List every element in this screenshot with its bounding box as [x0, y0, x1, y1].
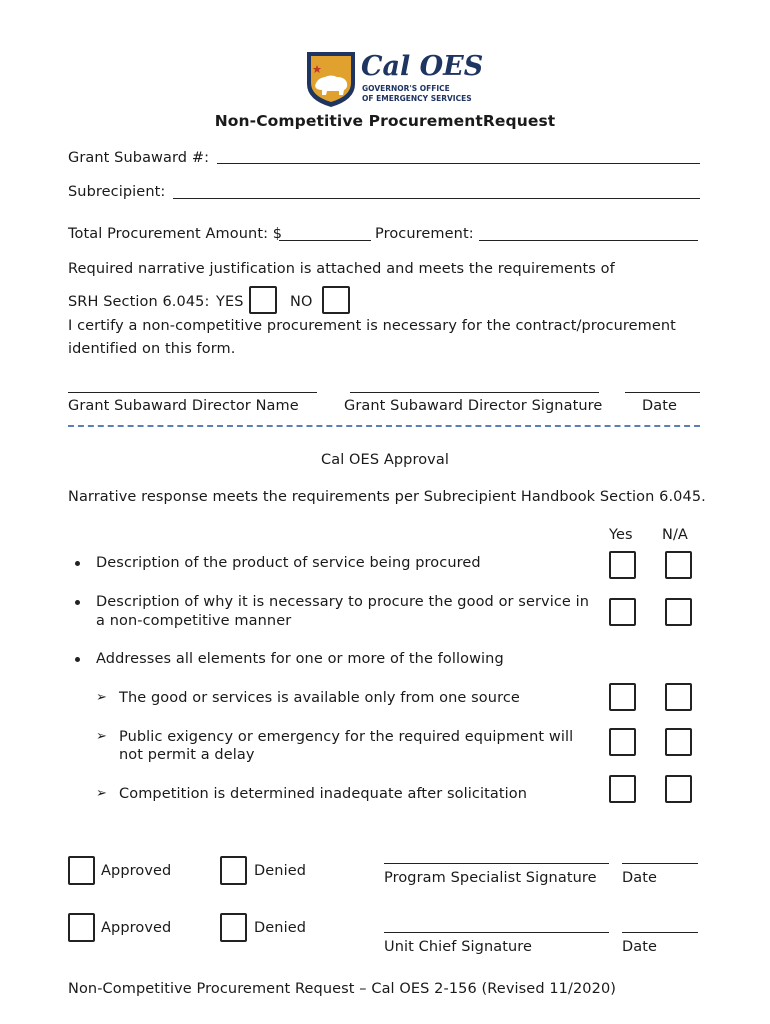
- criteria-item-why-line2: a non-competitive manner: [96, 613, 292, 629]
- subrecipient-input-line[interactable]: [173, 198, 700, 199]
- arrow-bullet-icon: ➢: [96, 729, 107, 744]
- criteria-item-elements: Addresses all elements for one or more of the following: [96, 651, 504, 667]
- cal-oes-logo: [305, 50, 484, 108]
- director-signature-label: Grant Subaward Director Signature: [344, 398, 603, 414]
- sub3-na-checkbox[interactable]: [665, 775, 692, 803]
- approval-intro: Narrative response meets the requirements per Subrecipient Handbook Section 6.045.: [68, 489, 706, 505]
- program-specialist-signature-label: Program Specialist Signature: [384, 870, 597, 886]
- form-footer: Non-Competitive Procurement Request – Cal OES 2-156 (Revised 11/2020): [68, 981, 617, 997]
- program-specialist-date-label: Date: [622, 870, 658, 886]
- srh-yes-label: YES: [216, 294, 244, 310]
- logo-subtitle-line1: GOVERNOR'S OFFICE: [362, 84, 450, 93]
- approved-label-1: Approved: [101, 863, 172, 879]
- srh-no-checkbox[interactable]: [322, 286, 350, 314]
- item2-yes-checkbox[interactable]: [609, 598, 636, 626]
- total-amount-input-line[interactable]: [279, 240, 371, 241]
- unit-chief-date-label: Date: [622, 939, 658, 955]
- unit-chief-signature-line[interactable]: [384, 932, 609, 933]
- procurement-input-line[interactable]: [479, 240, 698, 241]
- subcriteria-one-source: The good or services is available only from one source: [119, 690, 520, 706]
- item1-yes-checkbox[interactable]: [609, 551, 636, 579]
- bullet-icon: [75, 600, 80, 605]
- item1-na-checkbox[interactable]: [665, 551, 692, 579]
- subcriteria-exigency-line2: not permit a delay: [119, 747, 255, 763]
- program-specialist-date-line[interactable]: [622, 863, 698, 864]
- arrow-bullet-icon: ➢: [96, 690, 107, 705]
- srh-yes-checkbox[interactable]: [249, 286, 277, 314]
- approval-heading: Cal OES Approval: [321, 452, 449, 468]
- director-name-line[interactable]: [68, 392, 317, 393]
- subcriteria-exigency-line1: Public exigency or emergency for the required equipment will: [119, 729, 574, 745]
- page-title: Non-Competitive ProcurementRequest: [214, 112, 556, 130]
- logo-name: Cal OES: [361, 51, 484, 82]
- logo-subtitle-line2: OF EMERGENCY SERVICES: [362, 94, 472, 103]
- director-name-label: Grant Subaward Director Name: [68, 398, 299, 414]
- procurement-label: Procurement:: [375, 226, 474, 242]
- narrative-justification-text: Required narrative justification is attached and meets the requirements of: [68, 261, 615, 277]
- sub2-yes-checkbox[interactable]: [609, 728, 636, 756]
- srh-section-label: SRH Section 6.045:: [68, 294, 210, 310]
- section-divider: [68, 425, 700, 427]
- item2-na-checkbox[interactable]: [665, 598, 692, 626]
- certify-text-line1: I certify a non-competitive procurement is necessary for the contract/procurement: [68, 318, 676, 334]
- sub3-yes-checkbox[interactable]: [609, 775, 636, 803]
- director-signature-line[interactable]: [350, 392, 599, 393]
- denied-label-1: Denied: [254, 863, 307, 879]
- srh-no-label: NO: [290, 294, 313, 310]
- program-specialist-signature-line[interactable]: [384, 863, 609, 864]
- director-date-line[interactable]: [625, 392, 700, 393]
- criteria-item-why-line1: Description of why it is necessary to procure the good or service in: [96, 594, 590, 610]
- grant-subaward-label: Grant Subaward #:: [68, 150, 210, 166]
- bullet-icon: [75, 561, 80, 566]
- certify-text-line2: identified on this form.: [68, 341, 236, 357]
- director-date-label: Date: [642, 398, 678, 414]
- subcriteria-competition: Competition is determined inadequate after solicitation: [119, 786, 528, 802]
- bullet-icon: [75, 657, 80, 662]
- sub1-yes-checkbox[interactable]: [609, 683, 636, 711]
- denied-checkbox-1[interactable]: [220, 856, 247, 885]
- approved-checkbox-2[interactable]: [68, 913, 95, 942]
- approved-label-2: Approved: [101, 920, 172, 936]
- sub1-na-checkbox[interactable]: [665, 683, 692, 711]
- approved-checkbox-1[interactable]: [68, 856, 95, 885]
- column-header-na: N/A: [662, 527, 688, 543]
- denied-label-2: Denied: [254, 920, 307, 936]
- sub2-na-checkbox[interactable]: [665, 728, 692, 756]
- column-header-yes: Yes: [609, 527, 633, 543]
- grant-subaward-input-line[interactable]: [217, 163, 700, 164]
- unit-chief-date-line[interactable]: [622, 932, 698, 933]
- criteria-item-product: Description of the product of service being procured: [96, 555, 481, 571]
- denied-checkbox-2[interactable]: [220, 913, 247, 942]
- subrecipient-label: Subrecipient:: [68, 184, 166, 200]
- total-amount-label: Total Procurement Amount: $: [68, 226, 283, 242]
- arrow-bullet-icon: ➢: [96, 786, 107, 801]
- bear-seal-icon: [305, 50, 357, 108]
- unit-chief-signature-label: Unit Chief Signature: [384, 939, 533, 955]
